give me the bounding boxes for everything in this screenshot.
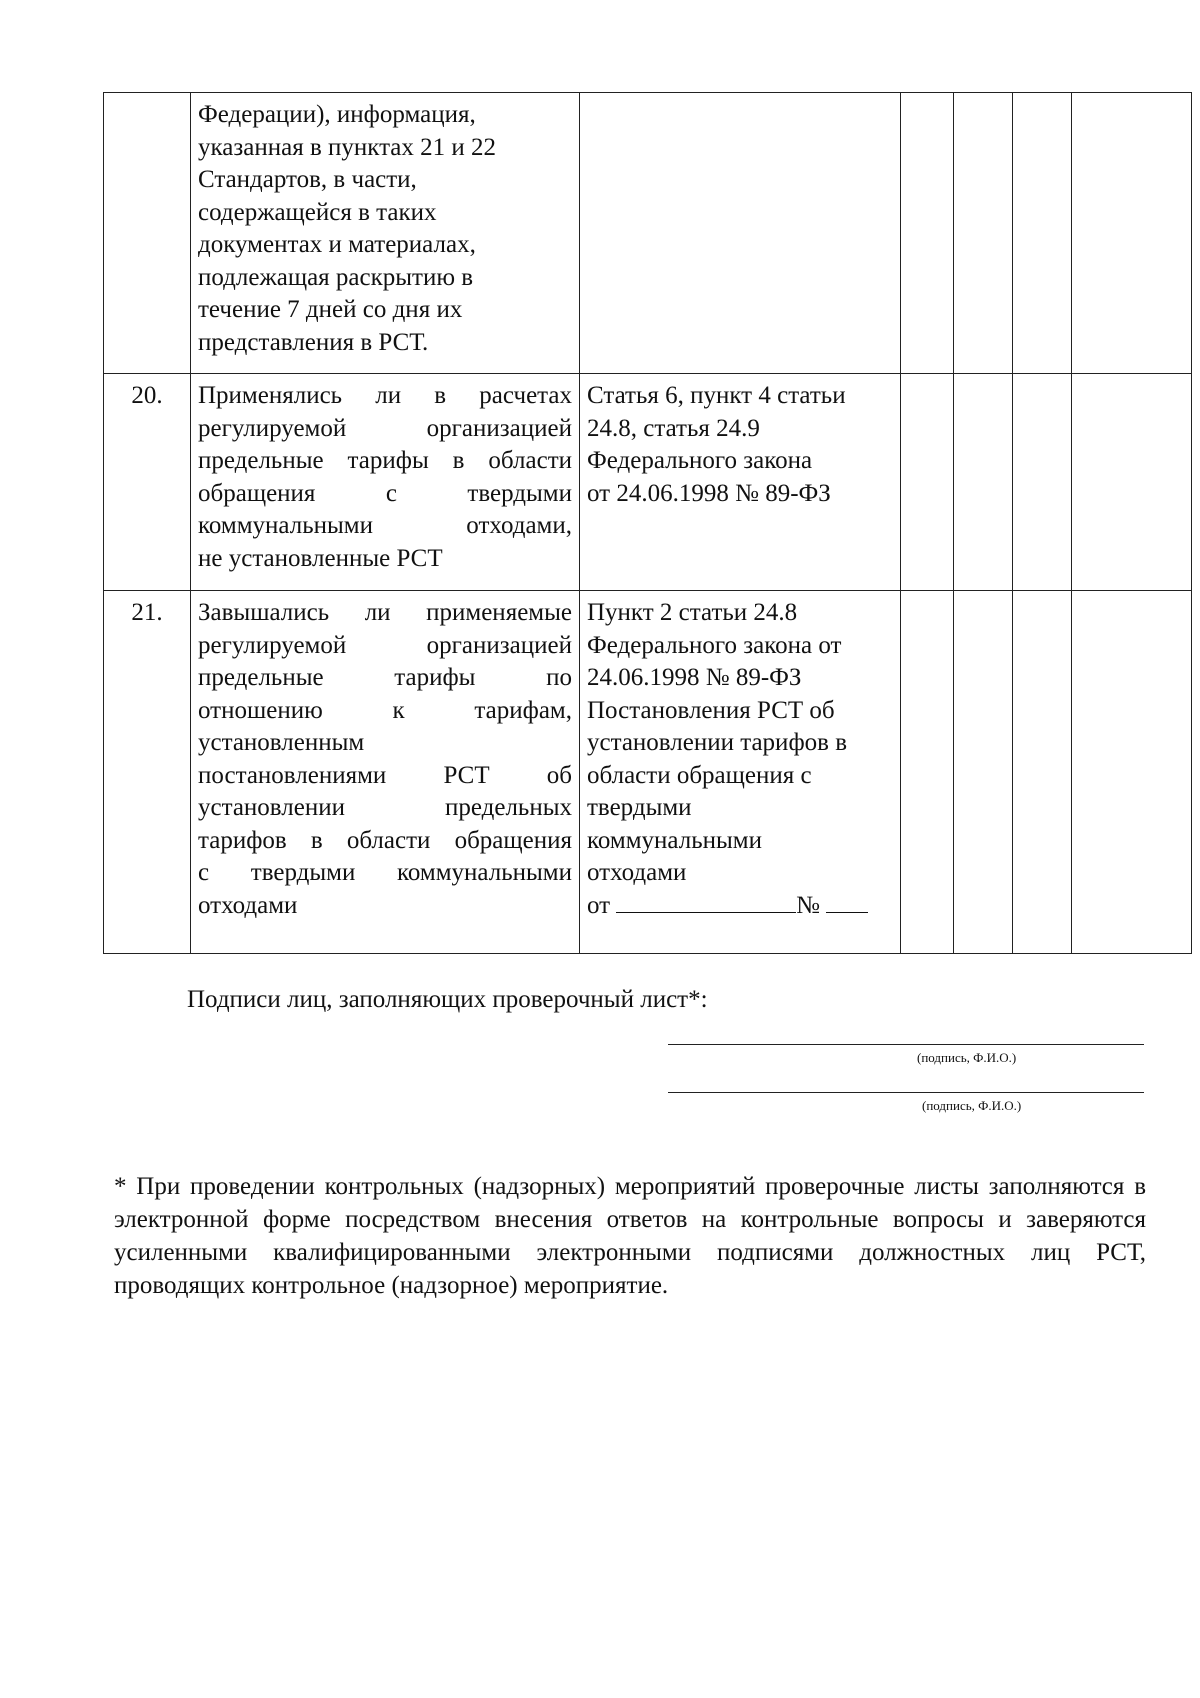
question-line: не установленные РСТ — [198, 544, 443, 572]
answer-cell-no[interactable] — [954, 374, 1013, 591]
answer-cell-na[interactable] — [1013, 93, 1072, 374]
reference-line: от 24.06.1998 № 89-ФЗ — [587, 479, 831, 507]
answer-cell-na[interactable] — [1013, 591, 1072, 954]
question-line: отходами — [198, 891, 298, 919]
footnote: * При проведении контрольных (надзорных) мероприятий проверочные листы заполняются в электронной форме посредством внесения ответов на контрольные вопросы и заверяются усиленными квалифицированными электронными подписями должностных лиц РСТ, проводящих контрольное (надзорное) мероприятие. — [114, 1173, 1146, 1299]
row-number: 21. — [104, 591, 191, 954]
question-line: с твердыми коммунальными — [198, 859, 572, 886]
reference-line: 24.06.1998 № 89-ФЗ — [587, 664, 802, 691]
reference-line: твердыми — [587, 794, 692, 821]
table-row — [104, 93, 1192, 374]
reference-date-line — [587, 890, 893, 923]
table-row — [104, 374, 1192, 591]
question-line: подлежащая раскрытию в — [198, 263, 474, 291]
reference-line: Постановления РСТ об — [587, 696, 835, 724]
question-line: обращения с твердыми — [198, 479, 572, 507]
table-row — [104, 591, 1192, 954]
reference-date-prefix: от — [587, 891, 611, 919]
reference-cell — [580, 591, 901, 954]
note-cell[interactable] — [1072, 374, 1192, 591]
signature-line-2[interactable] — [668, 1092, 1144, 1093]
date-blank[interactable] — [616, 890, 796, 913]
reference-line: Пункт 2 статьи 24.8 — [587, 599, 798, 626]
reference-line: Федерального закона — [587, 447, 813, 474]
question-line: тарифов в области обращения — [198, 826, 572, 854]
question-line: коммунальными отходами, — [198, 512, 572, 539]
answer-cell-no[interactable] — [954, 591, 1013, 954]
reference-line: Статья 6, пункт 4 статьи — [587, 382, 846, 409]
question-line: постановлениями РСТ об — [198, 761, 572, 789]
signature-caption-2: (подпись, Ф.И.О.) — [922, 1098, 1022, 1113]
question-cell — [191, 374, 580, 591]
signatures-heading: Подписи лиц, заполняющих проверочный лист*: — [187, 986, 708, 1013]
answer-cell-na[interactable] — [1013, 374, 1072, 591]
question-line: Стандартов, в части, — [198, 166, 417, 193]
question-line: отношению к тарифам, — [198, 696, 572, 724]
question-line: содержащейся в таких — [198, 198, 437, 226]
checklist-table — [103, 92, 1192, 954]
question-line: Завышались ли применяемые — [198, 599, 572, 626]
question-line: установленным — [198, 729, 365, 756]
question-line: предельные тарифы в области — [198, 447, 572, 474]
question-line: регулируемой организацией — [198, 631, 572, 659]
question-line: Применялись ли в расчетах — [198, 382, 572, 409]
answer-cell-yes[interactable] — [901, 374, 954, 591]
answer-cell-no[interactable] — [954, 93, 1013, 374]
reference-line: коммунальными — [587, 826, 762, 854]
question-line: регулируемой организацией — [198, 414, 572, 442]
answer-cell-yes[interactable] — [901, 591, 954, 954]
reference-line: области обращения с — [587, 761, 812, 789]
number-blank[interactable] — [826, 890, 868, 913]
note-cell[interactable] — [1072, 591, 1192, 954]
question-line: установлении предельных — [198, 794, 572, 821]
row-number — [104, 93, 191, 374]
reference-line: отходами — [587, 859, 687, 886]
question-line: документах и материалах, — [198, 231, 476, 258]
question-line: представления в РСТ. — [198, 328, 429, 356]
reference-line: установлении тарифов в — [587, 729, 847, 756]
signature-line-1[interactable] — [668, 1044, 1144, 1045]
question-line: предельные тарифы по — [198, 664, 572, 691]
question-line: Федерации), информация, — [198, 101, 476, 128]
question-line: течение 7 дней со дня их — [198, 296, 463, 323]
reference-line: 24.8, статья 24.9 — [587, 414, 760, 442]
answer-cell-yes[interactable] — [901, 93, 954, 374]
question-cell — [191, 591, 580, 954]
reference-cell — [580, 374, 901, 591]
note-cell[interactable] — [1072, 93, 1192, 374]
reference-line: Федерального закона от — [587, 631, 842, 659]
signature-caption-1: (подпись, Ф.И.О.) — [917, 1050, 1017, 1065]
reference-cell — [580, 93, 901, 374]
question-line: указанная в пунктах 21 и 22 — [198, 133, 497, 161]
question-cell — [191, 93, 580, 374]
number-sign: № — [796, 891, 820, 919]
row-number: 20. — [104, 374, 191, 591]
